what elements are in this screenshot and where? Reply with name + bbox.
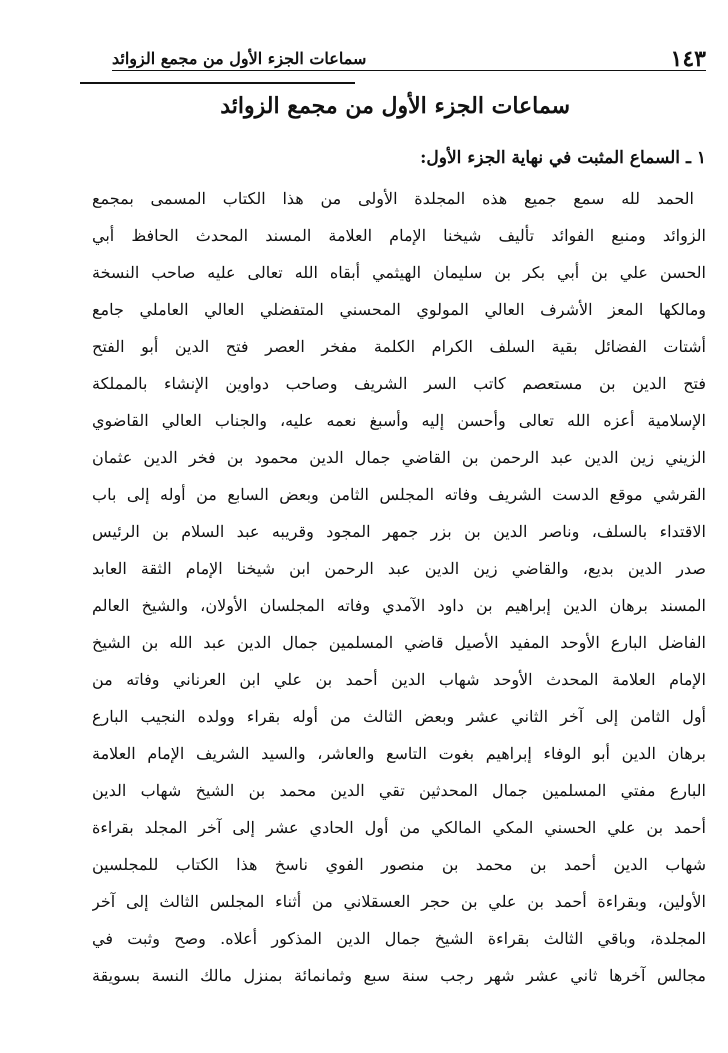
text-line: الإسلامية أعزه الله تعالى وأحسن إليه وأسبغ نعمه عليه، والجناب العالي القاضوي <box>92 411 706 430</box>
page-number: ١٤٣ <box>670 46 706 72</box>
section-heading: ١ ـ السماع المثبت في نهاية الجزء الأول: <box>420 148 706 168</box>
running-header <box>112 40 706 71</box>
chapter-title: سماعات الجزء الأول من مجمع الزوائد <box>220 93 570 119</box>
text-line: المسند برهان الدين إبراهيم بن داود الآمدي وفاته المجلسان الأولان، والشيخ العالم <box>92 596 706 615</box>
text-line: الفاضل البارع الأوحد المفيد الأصيل قاضي المسلمين جمال الدين عبد الله بن الشيخ <box>92 633 706 652</box>
text-line: الإمام العلامة المحدث الأوحد شهاب الدين أحمد بن علي ابن العرناني وفاته من <box>92 670 706 689</box>
title-divider <box>80 82 355 84</box>
text-line: شهاب الدين أحمد بن محمد بن منصور الفوي ناسخ هذا الكتاب للمجلسين <box>92 855 706 874</box>
text-line: أحمد بن علي الحسني المكي المالكي من أول الحادي عشر إلى آخر المجلد بقراءة <box>92 818 706 837</box>
text-line: أشتات الفضائل بقية السلف الكرام الكلمة مفخر العصر فتح الدين أبو الفتح <box>92 337 706 356</box>
running-title: سماعات الجزء الأول من مجمع الزوائد <box>112 48 367 68</box>
text-line: أول الثامن إلى آخر الثاني عشر وبعض الثالث من أوله بقراء وولده النجيب البارع <box>92 707 706 726</box>
text-line: الأولين، وبقراءة أحمد بن علي بن حجر العسقلاني من أثناء المجلس الثالث إلى آخر <box>92 892 706 911</box>
text-line: برهان الدين أبو الوفاء إبراهيم بغوت التاسع والعاشر، والسيد الشريف الإمام العلامة <box>92 744 706 763</box>
text-line: الحمد لله سمع جميع هذه المجلدة الأولى من هذا الكتاب المسمى بمجمع <box>92 189 694 208</box>
text-line: البارع مفتي المسلمين جمال المحدثين تقي الدين محمد بن الشيخ شهاب الدين <box>92 781 706 800</box>
text-line: المجلدة، وباقي الثالث بقراءة الشيخ جمال الدين المذكور أعلاه. وصح وثبت في <box>92 929 706 948</box>
text-line: الحسن علي بن أبي بكر بن سليمان الهيثمي أبقاه الله تعالى عليه صاحب النسخة <box>92 263 706 282</box>
text-line: الزيني زين الدين عبد الرحمن بن القاضي جمال الدين محمود بن فخر الدين عثمان <box>92 448 706 467</box>
body-text <box>92 180 706 994</box>
text-line: الاقتداء بالسلف، وناصر الدين بن بزر جمهر المجود وقريبه عبد السلام بن الرئيس <box>92 522 706 541</box>
text-line: صدر الدين بديع، والقاضي زين الدين عبد الرحمن ابن شيخنا الإمام الثقة العابد <box>92 559 706 578</box>
text-line: القرشي موقع الدست الشريف وفاته المجلس الثامن وبعض السابع من أوله إلى باب <box>92 485 706 504</box>
text-line: ومالكها المعز الأشرف العالي المولوي المحسني المتفضلي العالي العاملي جامع <box>92 300 706 319</box>
text-line: فتح الدين بن مستعصم كاتب السر الشريف وصاحب دواوين الإنشاء بالمملكة <box>92 374 706 393</box>
text-line: مجالس آخرها ثاني عشر شهر رجب سنة سبع وثمانمائة بمنزل مالك النسة بسويقة <box>92 966 706 985</box>
text-line: الزوائد ومنبع الفوائد تأليف شيخنا الإمام العلامة المسند المحدث الحافظ أبي <box>92 226 706 245</box>
